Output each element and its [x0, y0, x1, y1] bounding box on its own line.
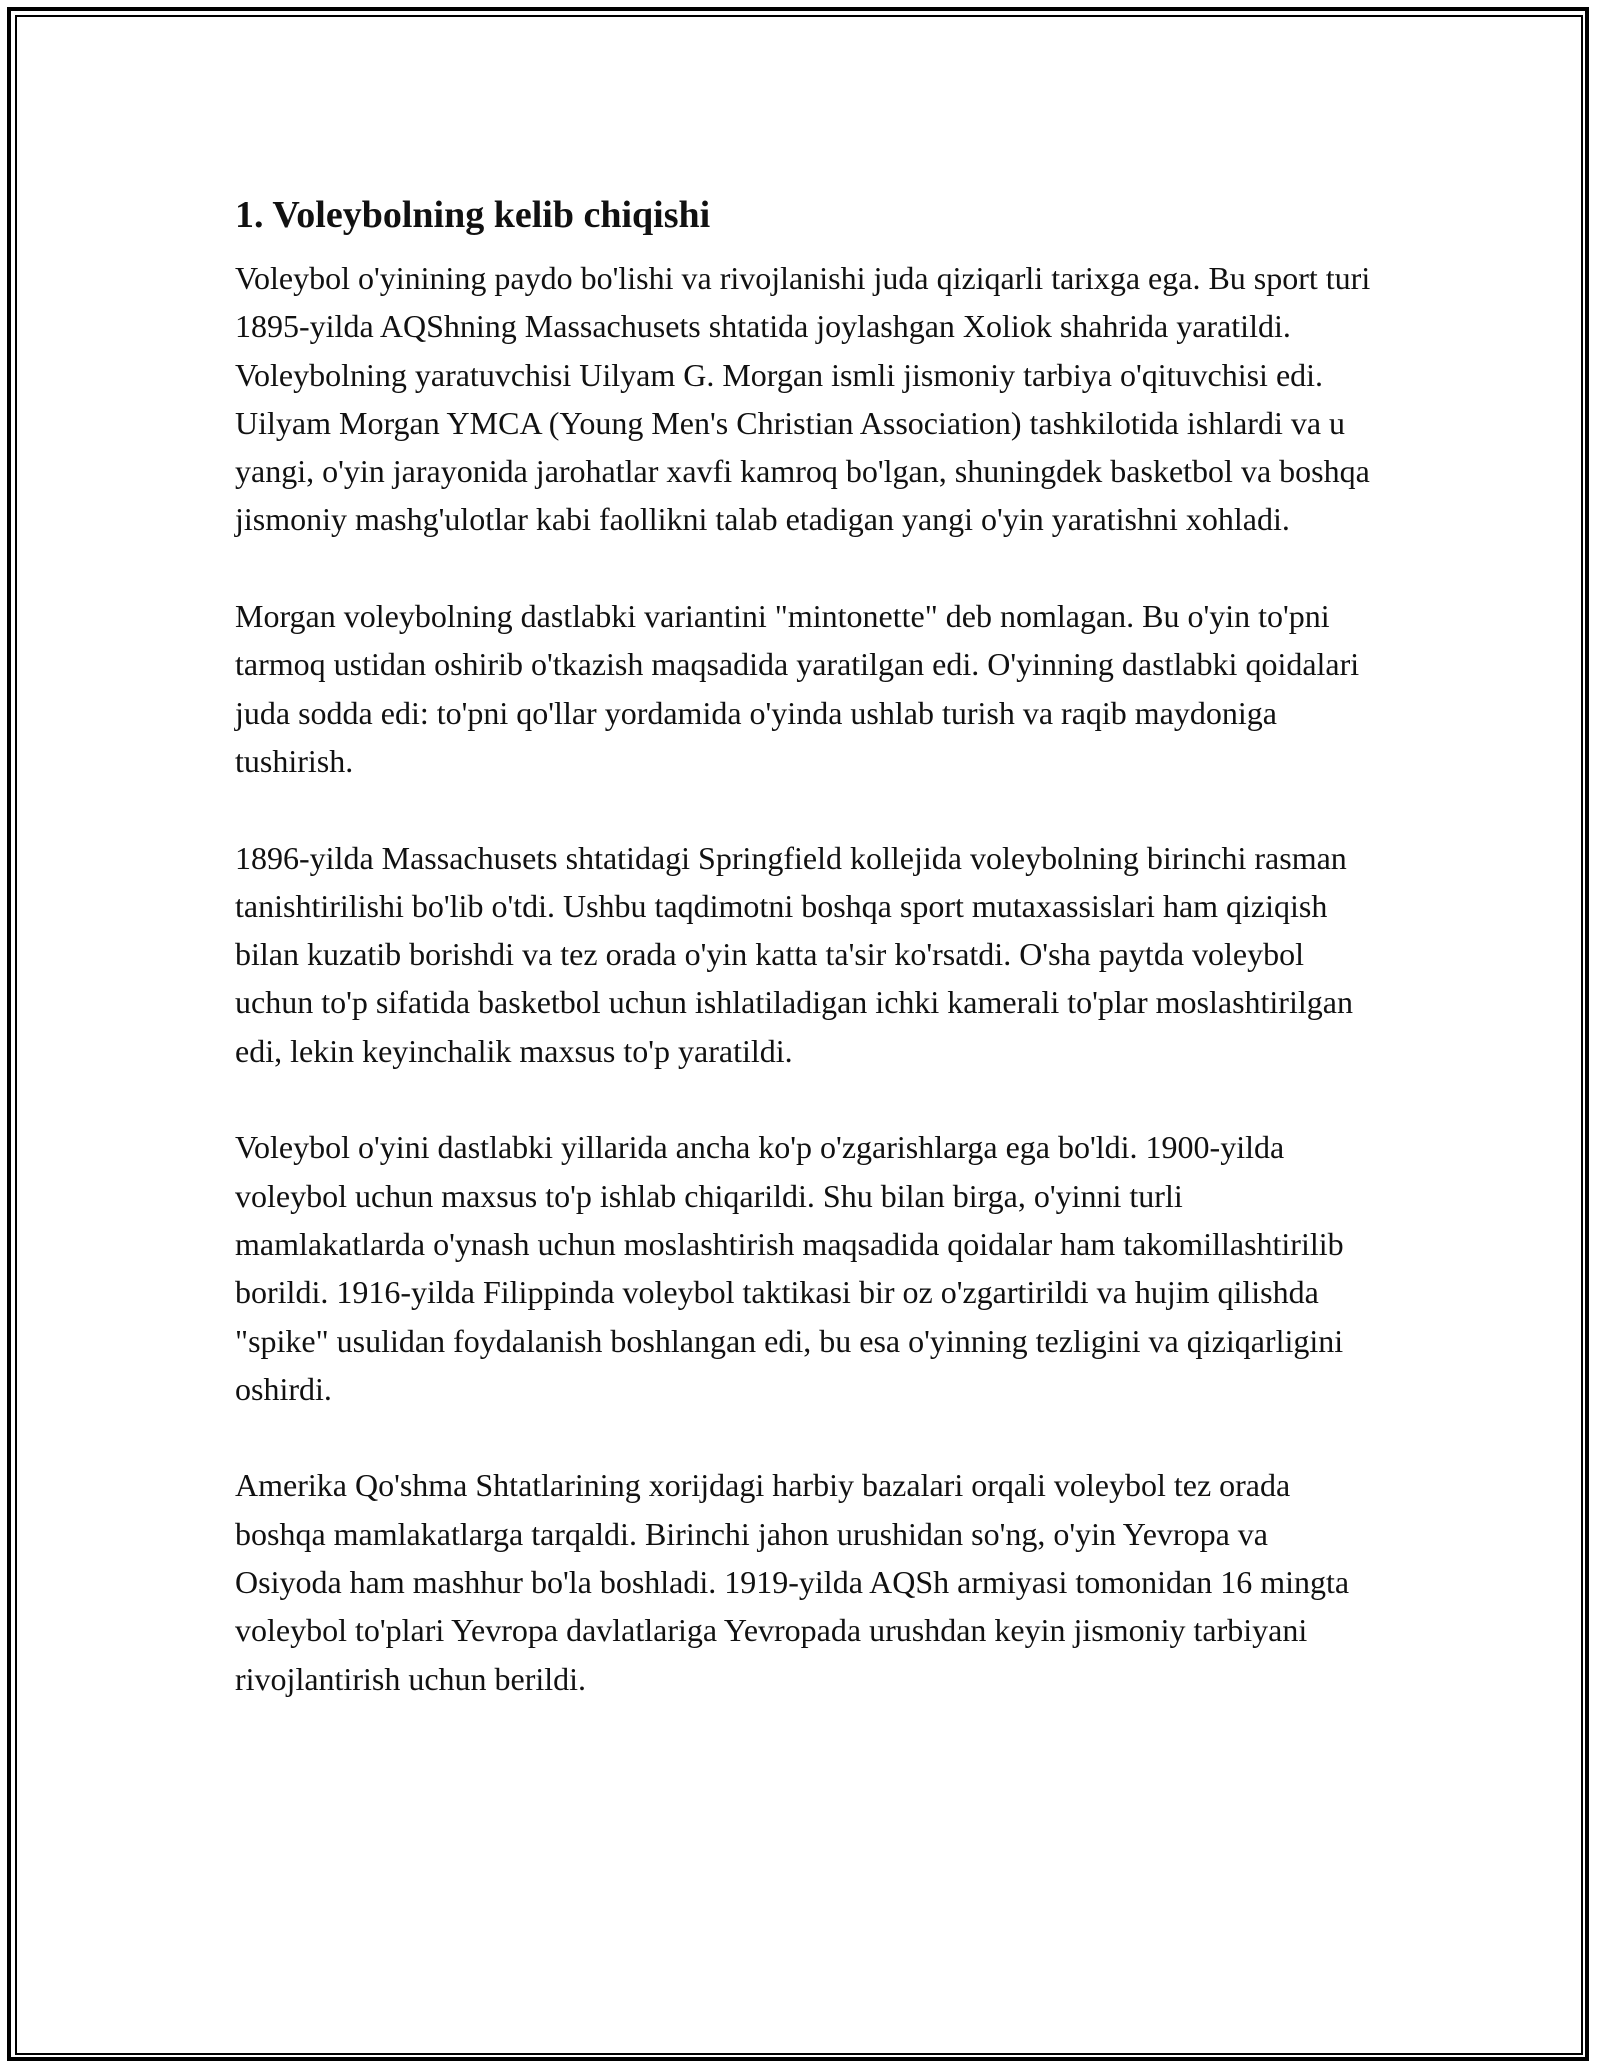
paragraph-changes: Voleybol o'yini dastlabki yillarida ancha ko'p o'zgarishlarga ega bo'ldi. 1900-yilda voleybol uchun maxsus to'p ishlab chiqarildi. Shu bilan birga, o'yinni turli mamlakatlarda o'ynash uchun moslashtirish maqsadida qoidalar ham takomillashtirilib borildi. 1916-yilda Filippinda voleybol taktikasi bir oz o'zgartirildi va hujim qilishda "spike" usulidan foydalanish boshlangan edi, bu esa o'yinning tezligini va qiziqarligini oshirdi. [235, 1129, 1344, 1407]
paragraph-spread: Amerika Qo'shma Shtatlarining xorijdagi harbiy bazalari orqali voleybol tez orada boshqa mamlakatlarga tarqaldi. Birinchi jahon urushidan so'ng, o'yin Yevropa va Osiyoda ham mashhur bo'la boshladi. 1919-yilda AQSh armiyasi tomonidan 16 mingta voleybol to'plari Yevropa davlatlariga Yevropada urushdan keyin jismoniy tarbiyani rivojlantirish uchun berildi. [235, 1467, 1350, 1697]
document-body [235, 190, 1375, 1751]
section-heading: 1. Voleybolning kelib chiqishi [235, 194, 711, 236]
paragraph-origin: Voleybol o'yinining paydo bo'lishi va rivojlanishi juda qiziqarli tarixga ega. Bu sport turi 1895-yilda AQShning Massachusets shtatida joylashgan Xoliok shahrida yaratildi. Voleybolning yaratuvchisi Uilyam G. Morgan ismli jismoniy tarbiya o'qituvchisi edi. Uilyam Morgan YMCA (Young Men's Christian Association) tashkilotida ishlardi va u yangi, o'yin jarayonida jarohatlar xavfi kamroq bo'lgan, shuningdek basketbol va boshqa jismoniy mashg'ulotlar kabi faollikni talab etadigan yangi o'yin yaratishni xohladi. [235, 260, 1371, 538]
paragraph-springfield: 1896-yilda Massachusets shtatidagi Springfield kollejida voleybolning birinchi rasman tanishtirilishi bo'lib o'tdi. Ushbu taqdimotni boshqa sport mutaxassislari ham qiziqish bilan kuzatib borishdi va tez orada o'yin katta ta'sir ko'rsatdi. O'sha paytda voleybol uchun to'p sifatida basketbol uchun ishlatiladigan ichki kamerali to'plar moslashtirilgan edi, lekin keyinchalik maxsus to'p yaratildi. [235, 839, 1353, 1069]
paragraph-mintonette: Morgan voleybolning dastlabki variantini "mintonette" deb nomlagan. Bu o'yin to'pni tarmoq ustidan oshirib o'tkazish maqsadida yaratilgan edi. O'yinning dastlabki qoidalari juda sodda edi: to'pni qo'llar yordamida o'yinda ushlab turish va raqib maydoniga tushirish. [235, 598, 1360, 779]
